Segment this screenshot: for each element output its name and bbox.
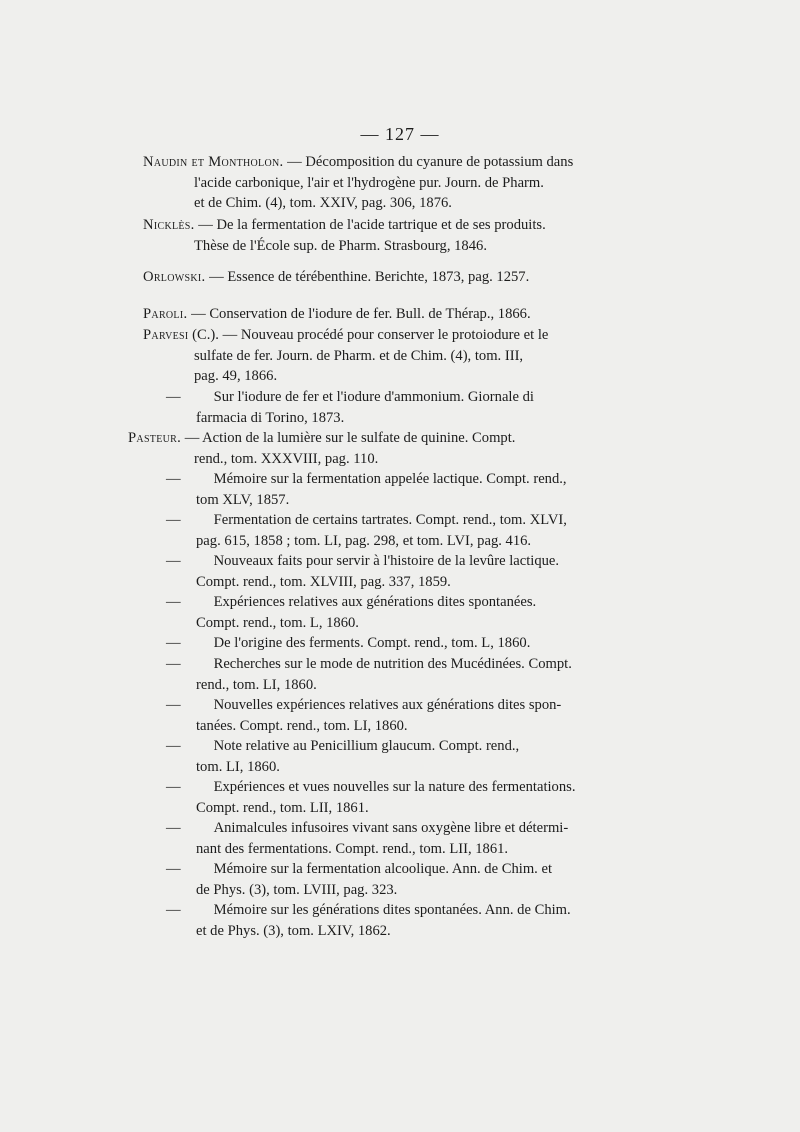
entry-first-line xyxy=(166,900,571,921)
ditto-dash: — xyxy=(166,471,181,487)
author-name: Pasteur. xyxy=(128,430,182,446)
bibliography-entry xyxy=(166,859,552,900)
entry-continuation-line: pag. 49, 1866. xyxy=(194,368,278,385)
entry-text: Nouvelles expériences relatives aux générations dites spon- xyxy=(213,697,562,713)
bibliography-entry xyxy=(128,428,515,469)
entry-text: Recherches sur le mode de nutrition des Mucédinées. Compt. xyxy=(213,656,572,672)
entry-first-line xyxy=(143,304,531,325)
entry-first-line xyxy=(166,633,530,654)
entry-text: — Décomposition du cyanure de potassium dans xyxy=(283,154,574,170)
bibliography-entry xyxy=(143,267,529,288)
bibliography-entry xyxy=(166,387,534,428)
bibliography-entry xyxy=(143,215,546,256)
entry-continuation-line: sulfate de fer. Journ. de Pharm. et de Chim. (4), tom. III, xyxy=(194,347,524,364)
bibliography-entry xyxy=(143,304,531,325)
ditto-dash: — xyxy=(166,738,181,754)
entry-continuation-line: rend., tom. XXXVIII, pag. 110. xyxy=(194,450,379,467)
page-number: — 127 — xyxy=(360,124,440,144)
entry-continuation-line: l'acide carbonique, l'air et l'hydrogène pur. Journ. de Pharm. xyxy=(194,174,544,191)
entry-continuation-line: Compt. rend., tom. LII, 1861. xyxy=(196,799,369,816)
entry-text: Fermentation de certains tartrates. Compt. rend., tom. XLVI, xyxy=(213,512,567,528)
ditto-dash: — xyxy=(166,389,181,405)
entry-first-line xyxy=(143,325,548,346)
entry-first-line xyxy=(166,777,575,798)
author-name: Parvesi xyxy=(143,327,189,343)
bibliography-entry xyxy=(166,551,559,592)
entry-first-line xyxy=(166,695,561,716)
entry-text: Note relative au Penicillium glaucum. Compt. rend., xyxy=(213,738,520,754)
entry-continuation-line: farmacia di Torino, 1873. xyxy=(196,409,345,426)
entry-first-line xyxy=(143,215,546,236)
entry-first-line xyxy=(143,267,529,288)
entry-first-line xyxy=(166,551,559,572)
entry-first-line xyxy=(166,387,534,408)
entry-continuation-line: de Phys. (3), tom. LVIII, pag. 323. xyxy=(196,881,398,898)
bibliography-entry xyxy=(166,654,572,695)
entry-text: — Essence de térébenthine. Berichte, 1873, pag. 1257. xyxy=(205,269,530,285)
author-name: Paroli. xyxy=(143,306,188,322)
entry-text: Mémoire sur la fermentation alcoolique. Ann. de Chim. et xyxy=(213,861,553,877)
bibliography-entry xyxy=(143,152,573,214)
ditto-dash: — xyxy=(166,820,181,836)
entry-first-line xyxy=(166,469,567,490)
ditto-dash: — xyxy=(166,902,181,918)
entry-continuation-line: nant des fermentations. Compt. rend., tom. LII, 1861. xyxy=(196,840,509,857)
entry-text: Nouveaux faits pour servir à l'histoire de la levûre lactique. xyxy=(213,553,560,569)
author-name: Naudin et Montholon. xyxy=(143,154,284,170)
bibliography-entry xyxy=(166,633,530,654)
entry-continuation-line: et de Chim. (4), tom. XXIV, pag. 306, 1876. xyxy=(194,195,452,212)
ditto-dash: — xyxy=(166,779,181,795)
entry-continuation-line: tanées. Compt. rend., tom. LI, 1860. xyxy=(196,717,408,734)
entry-first-line xyxy=(166,592,536,613)
ditto-dash: — xyxy=(166,697,181,713)
entry-continuation-line: tom XLV, 1857. xyxy=(196,491,290,508)
entry-first-line xyxy=(166,736,519,757)
entry-text: — Conservation de l'iodure de fer. Bull. de Thérap., 1866. xyxy=(187,306,531,322)
entry-continuation-line: Compt. rend., tom. L, 1860. xyxy=(196,614,359,631)
entry-first-line xyxy=(166,654,572,675)
entry-text: Expériences relatives aux générations dites spontanées. xyxy=(213,594,537,610)
bibliography-entry xyxy=(166,736,519,777)
entry-first-line xyxy=(128,428,515,449)
entry-first-line xyxy=(143,152,573,173)
entry-first-line xyxy=(166,510,567,531)
entry-text: Mémoire sur la fermentation appelée lactique. Compt. rend., xyxy=(213,471,567,487)
bibliography-entry xyxy=(166,695,561,736)
entry-first-line xyxy=(166,859,552,880)
entry-continuation-line: pag. 615, 1858 ; tom. LI, pag. 298, et tom. LVI, pag. 416. xyxy=(196,532,532,549)
bibliography-entry xyxy=(166,900,571,941)
bibliography-entry xyxy=(143,325,548,387)
ditto-dash: — xyxy=(166,635,181,651)
ditto-dash: — xyxy=(166,656,181,672)
entry-continuation-line: Compt. rend., tom. XLVIII, pag. 337, 1859. xyxy=(196,573,451,590)
entry-text: Animalcules infusoires vivant sans oxygène libre et détermi- xyxy=(213,820,569,836)
ditto-dash: — xyxy=(166,512,181,528)
author-name: Nicklès. xyxy=(143,217,195,233)
bibliography-entry xyxy=(166,469,567,510)
entry-continuation-line: Thèse de l'École sup. de Pharm. Strasbourg, 1846. xyxy=(194,237,487,254)
entry-text: (C.). — Nouveau procédé pour conserver le protoiodure et le xyxy=(188,327,549,343)
entry-text: Sur l'iodure de fer et l'iodure d'ammonium. Giornale di xyxy=(213,389,534,405)
bibliography-entry xyxy=(166,510,567,551)
ditto-dash: — xyxy=(166,553,181,569)
entry-continuation-line: rend., tom. LI, 1860. xyxy=(196,676,317,693)
entry-text: — De la fermentation de l'acide tartrique et de ses produits. xyxy=(194,217,546,233)
entry-text: De l'origine des ferments. Compt. rend., tom. L, 1860. xyxy=(213,635,531,651)
entry-continuation-line: tom. LI, 1860. xyxy=(196,758,280,775)
author-name: Orlowski. xyxy=(143,269,206,285)
bibliography-entry xyxy=(166,777,575,818)
entry-text: Mémoire sur les générations dites spontanées. Ann. de Chim. xyxy=(213,902,571,918)
entry-continuation-line: et de Phys. (3), tom. LXIV, 1862. xyxy=(196,922,391,939)
entry-first-line xyxy=(166,818,568,839)
ditto-dash: — xyxy=(166,594,181,610)
bibliography-entry xyxy=(166,592,536,633)
ditto-dash: — xyxy=(166,861,181,877)
entry-text: — Action de la lumière sur le sulfate de quinine. Compt. xyxy=(181,430,516,446)
entry-text: Expériences et vues nouvelles sur la nature des fermentations. xyxy=(213,779,576,795)
bibliography-entry xyxy=(166,818,568,859)
